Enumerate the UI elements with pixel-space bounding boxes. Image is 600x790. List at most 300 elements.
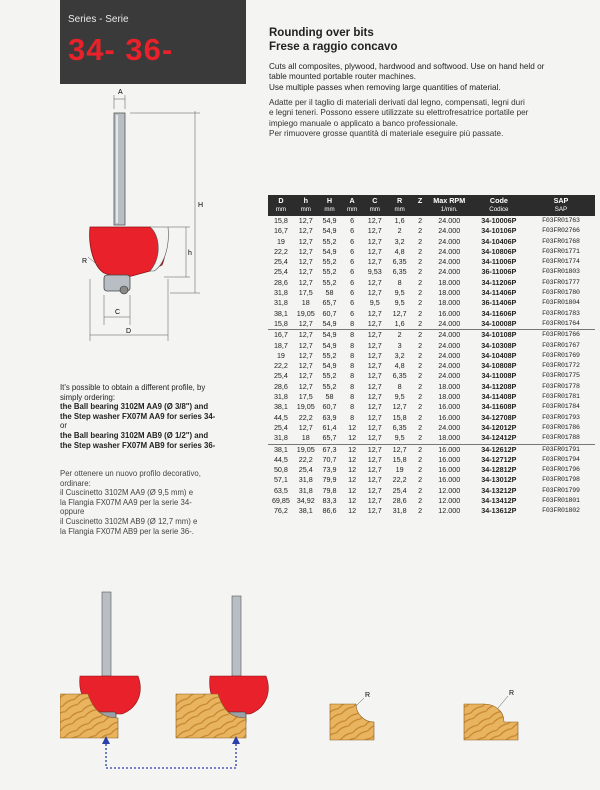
table-cell: 18.000	[438, 433, 461, 443]
table-unit-row	[268, 205, 595, 216]
table-cell: 2	[418, 257, 423, 267]
table-cell: 34-10106P	[481, 226, 517, 236]
table-cell: 6,35	[392, 267, 407, 277]
table-row	[268, 330, 595, 341]
table-cell: 8	[397, 277, 402, 287]
table-cell: 12,7	[367, 257, 382, 267]
dim-d-label: D	[126, 328, 132, 335]
table-cell: 28,6	[392, 496, 407, 506]
table-cell: 3	[397, 340, 402, 350]
spec-table	[268, 195, 595, 517]
table-cell: 4,8	[394, 361, 405, 371]
title-english: Rounding over bits	[269, 27, 374, 39]
table-row	[268, 496, 595, 506]
table-cell: 12,7	[367, 361, 382, 371]
table-cell: 15,8	[392, 454, 407, 464]
table-cell: 12,7	[367, 475, 382, 485]
table-row	[268, 486, 595, 496]
table-cell: 12,7	[367, 506, 382, 516]
table-cell: 8	[350, 318, 355, 328]
dim-r-label: R	[82, 258, 88, 265]
table-cell: 55,2	[322, 267, 337, 277]
table-cell: 44,5	[273, 412, 288, 422]
note-or: oppure	[60, 507, 85, 517]
table-cell: 12,7	[367, 246, 382, 256]
note-or: or	[60, 421, 67, 431]
table-cell: 3,2	[394, 236, 405, 246]
column-unit	[413, 205, 428, 216]
table-cell: 38,1	[273, 308, 288, 318]
table-cell: 34-10006P	[481, 216, 517, 225]
dim-c-label: C	[115, 309, 121, 316]
table-cell: 12,7	[298, 318, 313, 328]
table-cell: 34-11408P	[481, 392, 517, 402]
table-cell: 38,1	[298, 506, 313, 516]
table-cell: 34-12412P	[481, 433, 517, 443]
table-cell: 12	[348, 433, 357, 443]
table-cell: 19,05	[296, 308, 315, 318]
table-cell: 12	[348, 454, 357, 464]
table-cell: 12,7	[367, 288, 382, 298]
table-row	[268, 319, 595, 330]
table-cell: 2	[418, 465, 423, 475]
table-cell: 24.000	[438, 340, 461, 350]
table-cell: 34-12012P	[481, 422, 517, 432]
table-cell: 12	[348, 496, 357, 506]
title-italian: Frese a raggio concavo	[269, 41, 398, 53]
table-cell: 2	[418, 402, 423, 412]
table-cell: 8	[350, 340, 355, 350]
table-cell: 86,6	[322, 506, 337, 516]
table-cell: 55,2	[322, 371, 337, 381]
table-cell: 54,9	[322, 226, 337, 236]
table-row	[268, 278, 595, 288]
table-cell: F03FR01766	[527, 330, 595, 341]
table-cell: F03FR01772	[542, 362, 580, 370]
table-cell: 22,2	[273, 246, 288, 256]
table-cell: 55,2	[322, 277, 337, 287]
table-cell: 16.000	[438, 308, 461, 318]
table-cell: F03FR01774	[542, 258, 580, 266]
table-cell: 25,4	[273, 257, 288, 267]
table-cell: 2	[387, 330, 413, 341]
table-cell: 2	[418, 318, 423, 328]
profile-right-r-label: R	[509, 690, 515, 697]
table-row	[268, 433, 595, 444]
table-row	[268, 382, 595, 392]
column-header: h	[294, 195, 318, 205]
table-cell: 16.000	[438, 465, 461, 475]
table-cell: 79,8	[322, 485, 337, 495]
table-cell: 16.000	[438, 454, 461, 464]
table-cell: 8	[350, 350, 355, 360]
table-cell: 2	[418, 277, 423, 287]
table-cell: 9,5	[394, 288, 405, 298]
table-cell: 70,7	[322, 454, 337, 464]
table-cell: 12,7	[387, 444, 413, 455]
table-cell: 25,4	[273, 267, 288, 277]
notes-italian	[60, 469, 260, 536]
table-cell: 8	[350, 371, 355, 381]
table-cell: 25,4	[273, 422, 288, 432]
table-cell: 34-11608P	[481, 402, 517, 412]
table-cell: 50,8	[273, 465, 288, 475]
table-cell: 12.000	[438, 496, 461, 506]
table-cell: 60,7	[322, 308, 337, 318]
table-cell: F03FR01798	[542, 476, 580, 484]
table-cell: 12,7	[367, 454, 382, 464]
table-cell: 24.000	[438, 350, 461, 360]
table-cell: 24.000	[438, 361, 461, 371]
table-cell: F03FR01783	[542, 309, 580, 317]
dim-a-label: A	[118, 89, 123, 96]
table-cell: 12	[348, 465, 357, 475]
table-cell: 65,7	[322, 298, 337, 308]
table-cell: 12,7	[367, 236, 382, 246]
table-cell: 55,2	[322, 350, 337, 360]
table-cell: 22,2	[273, 361, 288, 371]
table-cell: 12,7	[298, 226, 313, 236]
table-cell: 2	[397, 226, 402, 236]
table-cell: 15,8	[392, 412, 407, 422]
column-unit: mm	[294, 205, 318, 216]
table-cell: 15,8	[273, 216, 288, 225]
table-cell: 25,4	[392, 485, 407, 495]
table-cell: 34-12712P	[481, 454, 517, 464]
series-header	[60, 0, 246, 84]
table-cell: 2	[418, 506, 423, 516]
table-cell: 16,7	[268, 330, 294, 341]
table-cell: 31,8	[273, 288, 288, 298]
table-row	[268, 226, 595, 236]
note-text: Per ottenere un nuovo profilo decorativo,	[60, 469, 201, 478]
table-cell: 22,2	[298, 412, 313, 422]
note-option: la Flangia FX07M AA9 per la serie 34-	[60, 497, 192, 507]
table-cell: 8	[341, 330, 363, 341]
table-cell: 31,8	[273, 298, 288, 308]
table-cell: 79,9	[322, 475, 337, 485]
table-cell: 2	[413, 444, 428, 455]
column-header: Z	[413, 195, 428, 205]
table-cell: 18	[301, 433, 310, 443]
table-row	[268, 455, 595, 465]
table-cell: 12,7	[392, 308, 407, 318]
table-cell: 19	[395, 465, 404, 475]
table-cell: 12,7	[367, 226, 382, 236]
table-cell: 22,2	[392, 475, 407, 485]
table-cell: 55,2	[322, 257, 337, 267]
table-cell: 63,5	[273, 485, 288, 495]
table-cell: 2	[418, 246, 423, 256]
table-cell: 2	[418, 298, 423, 308]
table-cell: 24.000	[438, 257, 461, 267]
table-cell: 9,5	[394, 392, 405, 402]
table-cell: 12	[348, 475, 357, 485]
table-cell: 12,7	[298, 381, 313, 391]
note-option: la Flangia FX07M AB9 per la serie 36-.	[60, 526, 194, 536]
table-cell: 34-13012P	[481, 475, 517, 485]
table-cell: 36-11406P	[481, 298, 517, 308]
table-cell: 8	[350, 402, 355, 412]
note-option: the Ball bearing 3102M AB9 (Ø 1/2") and	[60, 430, 209, 440]
table-cell: F03FR01786	[542, 423, 580, 431]
table-cell: 12,7	[298, 371, 313, 381]
table-cell: 12,7	[367, 433, 382, 443]
table-cell: 34-10308P	[481, 340, 517, 350]
table-cell: F03FR01769	[542, 351, 580, 359]
table-cell: 2	[418, 496, 423, 506]
table-cell: 34-13612P	[481, 506, 517, 516]
table-cell: 8	[350, 361, 355, 371]
table-cell: 12,7	[363, 444, 387, 455]
table-cell: 34-13212P	[481, 485, 517, 495]
table-cell: F03FR01777	[542, 278, 580, 286]
desc-it-line: impiego manuale o applicato a banco professionale.	[269, 118, 458, 128]
table-cell: 36-11006P	[481, 267, 517, 277]
table-row	[268, 361, 595, 371]
table-cell: 17,5	[298, 392, 313, 402]
bit-dimension-diagram	[80, 85, 230, 350]
table-cell: 65,7	[322, 433, 337, 443]
desc-it-line: Per rimuovere grosse quantità di materiale eseguire più passate.	[269, 128, 504, 138]
table-cell: 34-11208P	[481, 381, 517, 391]
table-cell: 12,7	[367, 340, 382, 350]
table-cell: 6	[350, 308, 355, 318]
table-cell: 2	[418, 422, 423, 432]
table-cell: F03FR01784	[542, 403, 580, 411]
table-cell: 54,9	[322, 340, 337, 350]
table-cell: 12,7	[298, 340, 313, 350]
table-cell: 24.000	[438, 246, 461, 256]
table-cell: 9,5	[369, 298, 380, 308]
table-cell: 6,35	[392, 371, 407, 381]
table-cell: 6	[350, 288, 355, 298]
desc-en-line: Use multiple passes when removing large quantities of material.	[269, 82, 501, 92]
table-cell: 12,7	[298, 277, 313, 287]
table-row	[268, 413, 595, 423]
note-text: It's possible to obtain a different profile, by	[60, 383, 206, 392]
table-row	[268, 444, 595, 455]
column-header: C	[363, 195, 387, 205]
table-cell: 34-11606P	[481, 308, 517, 318]
table-cell: 3,2	[394, 350, 405, 360]
table-cell: 19,05	[296, 402, 315, 412]
table-row	[268, 465, 595, 475]
notes-english	[60, 383, 260, 450]
table-row	[268, 216, 595, 226]
table-cell: 6	[350, 267, 355, 277]
table-row	[268, 392, 595, 402]
table-cell: 83,3	[322, 496, 337, 506]
table-cell: 12,7	[367, 216, 382, 225]
table-cell: 34-10806P	[481, 246, 517, 256]
table-cell: 76,2	[273, 506, 288, 516]
table-cell: 4,8	[394, 246, 405, 256]
note-option: the Step washer FX07M AB9 for series 36-	[60, 440, 216, 450]
table-cell: 63,9	[322, 412, 337, 422]
table-cell: 31,8	[392, 506, 407, 516]
table-row	[268, 506, 595, 516]
table-cell: 18.000	[438, 288, 461, 298]
table-cell: 12,7	[367, 350, 382, 360]
table-cell: 57,1	[273, 475, 288, 485]
table-cell: 6	[350, 257, 355, 267]
table-cell: 6	[350, 246, 355, 256]
table-cell: 12,7	[367, 402, 382, 412]
table-cell: 15,8	[273, 318, 288, 328]
table-cell: F03FR01775	[542, 372, 580, 380]
table-cell: 12	[341, 444, 363, 455]
table-cell: 18.000	[438, 298, 461, 308]
table-cell: 61,4	[322, 422, 337, 432]
column-header: H	[318, 195, 342, 205]
table-cell: 2	[418, 267, 423, 277]
table-row	[268, 267, 595, 277]
table-cell: 34-11206P	[481, 277, 517, 287]
dim-big-h-label: H	[198, 202, 204, 209]
table-cell: 28,6	[273, 381, 288, 391]
table-row	[268, 309, 595, 319]
table-cell: 19	[276, 350, 285, 360]
column-header: Code	[471, 195, 527, 205]
table-cell: 18	[301, 298, 310, 308]
table-row	[268, 257, 595, 267]
table-cell: 18.000	[438, 381, 461, 391]
table-cell: 12,7	[298, 350, 313, 360]
table-cell: 2	[418, 340, 423, 350]
profile-left-r-label: R	[365, 692, 371, 699]
table-row	[268, 371, 595, 381]
table-cell: F03FR01788	[542, 434, 580, 442]
column-header: R	[387, 195, 413, 205]
table-cell: F03FR01764	[542, 319, 580, 327]
table-cell: 12,7	[298, 216, 313, 225]
desc-it-line: e legni teneri. Possono essere utilizzate su elettrofresatrice portatile per	[269, 108, 529, 118]
table-cell: 2	[418, 381, 423, 391]
table-body	[268, 216, 595, 517]
table-cell: 31,8	[298, 475, 313, 485]
table-cell: 9,5	[394, 433, 405, 443]
desc-it-line: Adatte per il taglio di materiali derivati dal legno, compensati, legni duri	[269, 98, 525, 107]
table-cell: 34-12612P	[471, 444, 527, 455]
table-cell: 12.000	[438, 485, 461, 495]
table-cell: 12,7	[367, 485, 382, 495]
column-unit: 1/min.	[428, 205, 471, 216]
note-option: il Cuscinetto 3102M AA9 (Ø 9,5 mm) e	[60, 488, 194, 498]
table-cell: 8	[350, 412, 355, 422]
table-cell: 24.000	[438, 422, 461, 432]
table-cell: 12,7	[367, 371, 382, 381]
table-cell: 6	[350, 226, 355, 236]
table-cell: 18.000	[438, 277, 461, 287]
table-cell: 16.000	[438, 475, 461, 485]
table-cell: 12,7	[298, 257, 313, 267]
table-row	[268, 402, 595, 412]
table-cell: 34,92	[296, 496, 315, 506]
table-cell: 12,7	[298, 246, 313, 256]
table-cell: 6	[350, 298, 355, 308]
dim-small-h-label: h	[188, 250, 192, 257]
table-cell: 24.000	[438, 318, 461, 328]
table-cell: 28,6	[273, 277, 288, 287]
table-cell: 12,7	[367, 422, 382, 432]
table-cell: 9,53	[367, 267, 382, 277]
series-numbers: 34- 36-	[68, 32, 174, 67]
table-cell: 24.000	[438, 236, 461, 246]
table-cell: 24.000	[438, 371, 461, 381]
table-cell: 25,4	[298, 465, 313, 475]
table-cell: 19	[276, 236, 285, 246]
table-cell: 12,7	[298, 267, 313, 277]
table-cell: 16,7	[273, 226, 288, 236]
table-cell: 31,8	[273, 392, 288, 402]
table-cell: 34-10008P	[481, 318, 517, 328]
table-cell: 8	[350, 392, 355, 402]
table-row	[268, 237, 595, 247]
note-text: simply ordering:	[60, 392, 116, 402]
table-cell: 31,8	[298, 485, 313, 495]
table-cell: 34-12708P	[481, 412, 517, 422]
spec-table-wrapper	[268, 195, 595, 517]
column-header: A	[341, 195, 363, 205]
series-label: Series - Serie	[68, 14, 129, 25]
table-cell: 12,7	[367, 412, 382, 422]
table-cell: 2	[418, 454, 423, 464]
note-text: ordinare:	[60, 478, 91, 488]
table-cell: 2	[418, 308, 423, 318]
table-cell: F03FR01793	[542, 413, 580, 421]
table-cell: 12,7	[367, 308, 382, 318]
column-header: SAP	[527, 195, 595, 205]
table-cell: 2	[418, 371, 423, 381]
table-cell: 17,5	[298, 288, 313, 298]
table-cell: 34-13412P	[481, 496, 517, 506]
table-cell: 1,6	[394, 216, 405, 225]
table-cell: F03FR01801	[542, 497, 580, 505]
table-cell: 12,7	[363, 330, 387, 341]
table-cell: 34-10108P	[471, 330, 527, 341]
table-cell: F03FR01778	[542, 382, 580, 390]
table-cell: 34-10808P	[481, 361, 517, 371]
table-cell: 67,3	[318, 444, 342, 455]
column-unit: mm	[318, 205, 342, 216]
table-row	[268, 423, 595, 433]
table-cell: 44,5	[273, 454, 288, 464]
table-cell: F03FR01804	[542, 299, 580, 307]
table-cell: 34-12812P	[481, 465, 517, 475]
table-row	[268, 247, 595, 257]
table-cell: 12.000	[438, 506, 461, 516]
column-unit: SAP	[527, 205, 595, 216]
table-cell: 18,7	[273, 340, 288, 350]
note-option: the Step washer FX07M AA9 for series 34-	[60, 411, 216, 421]
table-cell: 6	[350, 216, 355, 225]
table-cell: 54,9	[322, 361, 337, 371]
table-cell: 2	[418, 485, 423, 495]
column-unit: mm	[341, 205, 363, 216]
usage-illustration	[60, 590, 600, 786]
table-cell: 2	[418, 361, 423, 371]
table-cell: 12,7	[298, 422, 313, 432]
table-cell: 69,85	[271, 496, 290, 506]
table-cell: 2	[418, 475, 423, 485]
table-cell: 2	[418, 236, 423, 246]
table-cell: 19,05	[294, 444, 318, 455]
table-row	[268, 288, 595, 298]
description-italian	[269, 98, 584, 139]
table-cell: 24.000	[438, 226, 461, 236]
note-option: il Cuscinetto 3102M AB9 (Ø 12,7 mm) e	[60, 516, 198, 526]
